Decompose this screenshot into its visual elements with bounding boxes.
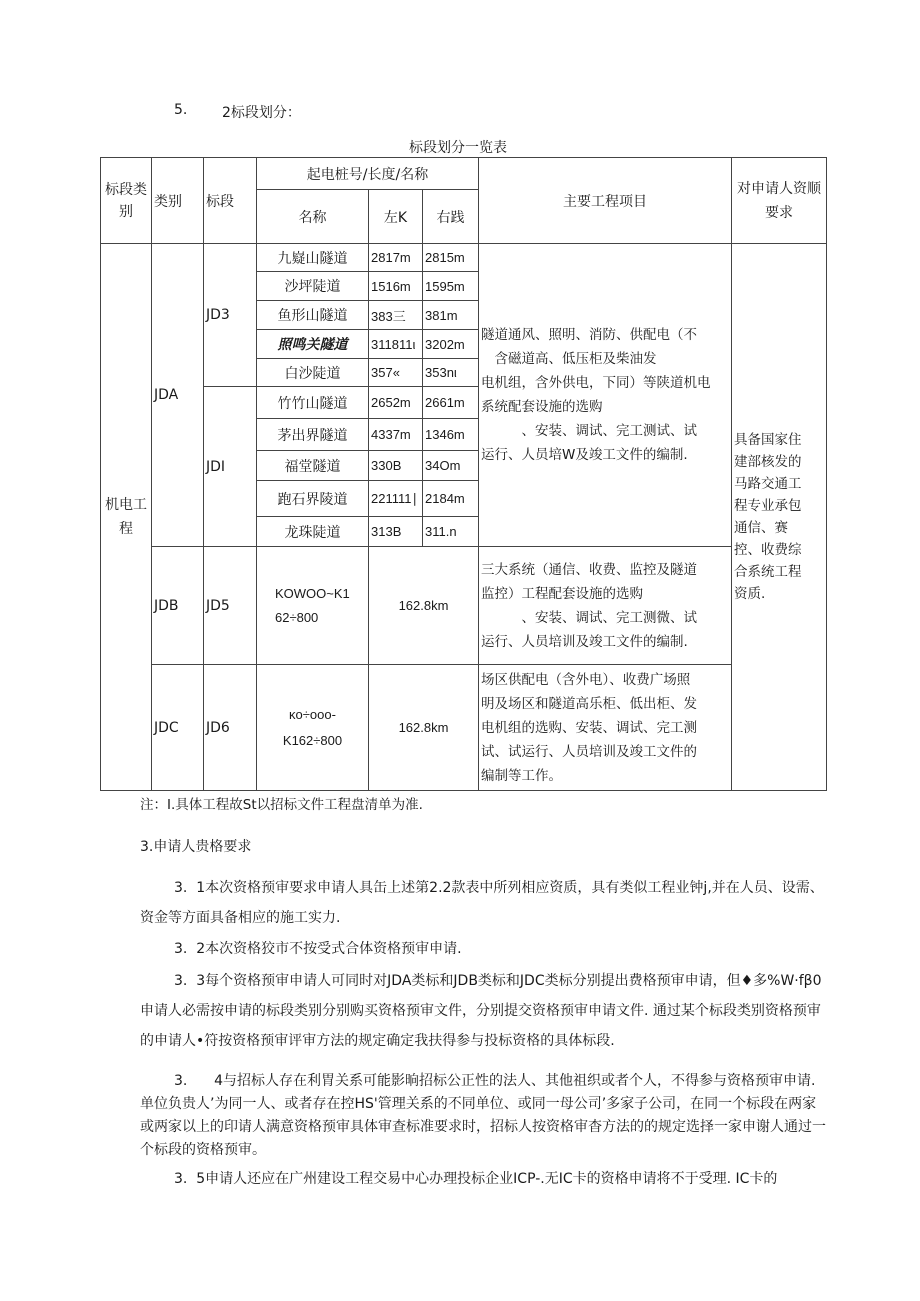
tunnel-left: 357« — [369, 359, 423, 387]
tunnel-name: 照鸣关隧道 — [257, 330, 369, 359]
tunnel-right: 2661m — [423, 387, 479, 419]
tunnel-left: 4337m — [369, 419, 423, 451]
tunnel-name: 白沙陡道 — [257, 359, 369, 387]
tunnel-right: 311.n — [423, 517, 479, 547]
tunnel-name: 沙坪陡道 — [257, 272, 369, 301]
paragraph-3-4: 3. 4与招标人存在利胃关系可能影晌招标公正性的法人、其他祖织或者个人，不得参与资格预审申请. 单位负贵人’为同一人、或者存在控HS'管理关系的不同单位、或同一母公司’多家子公司，在同一个标段在两家或两家以上的印请人满意资格预审具体审查标准要求时，招标人按资格审杳方法的的规定选择一家申谢人通过一个标段的资格预审。 — [140, 1073, 826, 1158]
tunnel-right: 353nι — [423, 359, 479, 387]
tunnel-right: 381m — [423, 301, 479, 330]
tunnel-left: 2652m — [369, 387, 423, 419]
header-right: 右践 — [423, 190, 479, 244]
jdi-section: JDI — [204, 387, 257, 547]
paragraph-3-3: 3. 3每个资格预审申请人可同时对JDA类标和JDB类标和JDC类标分别提出费格预审申请，但♦多%W·fβ0申请人必需按申请的标段类别分别购买资格预审文件，分别提交资格预审申请文件. 通过某个标段类别资格预审的申请人•符按资格预审评审方法的规定确定我扶得参与投标资格的具体标段. — [140, 973, 822, 1049]
jdb-station: KOWOO~K1 62÷800 — [257, 547, 369, 665]
tunnel-left: 1516m — [369, 272, 423, 301]
jdc-category: JDC — [152, 665, 204, 791]
tunnel-right: 3202m — [423, 330, 479, 359]
tunnel-name: 龙珠陡道 — [257, 517, 369, 547]
tunnel-left: 221111∣ — [369, 481, 423, 517]
bid-section-table — [100, 157, 827, 791]
section3-title: 3.申请人贵格要求 — [140, 839, 252, 855]
jdb-length: 162.8km — [369, 547, 479, 665]
paragraph-3-2: 3. 2本次资格狡市不按受式合体资格预审申请. — [174, 941, 462, 957]
tunnel-name: 鱼形山隧道 — [257, 301, 369, 330]
jdb-main-items: 三大系统（通信、收费、监控及隧道 监控）工程配套设施的选购 、安装、调试、完工测微、试 运行、人员培训及竣工文件的编制. — [479, 547, 732, 665]
tunnel-name: 茅出界隧道 — [257, 419, 369, 451]
jdc-length: 162.8km — [369, 665, 479, 791]
jd3-section: JD3 — [204, 244, 257, 387]
tunnel-right: 1346m — [423, 419, 479, 451]
header-section: 标段 — [204, 158, 257, 244]
jda-main-items: 隧道通风、照明、消防、供配电（不 含磁道高、低压柜及柴油发 电机组，含外供电，下同）等陕道机电 系统配套设施的选购 、安装、调试、完工测试、试 运行、人员培W及竣工文件的编制. — [479, 244, 732, 547]
tunnel-left: 2817m — [369, 244, 423, 272]
tunnel-name: 九嶷山隧道 — [257, 244, 369, 272]
header-requirement: 对申请人资顺要求 — [732, 158, 827, 244]
header-category: 类别 — [152, 158, 204, 244]
table-title: 标段划分一览表 — [409, 140, 507, 156]
tunnel-name: 福堂隧道 — [257, 451, 369, 481]
jda-category: JDA — [152, 244, 204, 547]
jdc-station: κo÷ooo- K162÷800 — [257, 665, 369, 791]
paragraph-3-5: 3. 5申请人还应在广州建设工程交易中心办理投标企业ICP-.无IC卡的资格申请将不于受理. IC卡的 — [174, 1171, 778, 1187]
jd6-section: JD6 — [204, 665, 257, 791]
header-main-items: 主要工程项目 — [479, 158, 732, 244]
jd5-section: JD5 — [204, 547, 257, 665]
tunnel-right: 1595m — [423, 272, 479, 301]
category-type-cell: 机电工程 — [101, 244, 152, 791]
header-left: 左K — [369, 190, 423, 244]
tunnel-left: 313B — [369, 517, 423, 547]
tunnel-right: 2815m — [423, 244, 479, 272]
header-name: 名称 — [257, 190, 369, 244]
table-note: 注：I.具体工程故St以招标文件工程盘清单为准. — [140, 797, 423, 813]
section-number: 5. — [174, 102, 188, 118]
tunnel-right: 2184m — [423, 481, 479, 517]
tunnel-name: 跑石界陵道 — [257, 481, 369, 517]
requirement-cell: 具备国家住 建部核发的 马路交通工 程专业承包 通信、赛 控、收费综 合系统工程 资质. — [732, 244, 827, 791]
jdb-category: JDB — [152, 547, 204, 665]
tunnel-left: 383三 — [369, 301, 423, 330]
tunnel-name: 竹竹山隧道 — [257, 387, 369, 419]
tunnel-left: 311811ι — [369, 330, 423, 359]
header-station-group: 起电桩号/长度/名称 — [257, 158, 479, 190]
paragraph-3-1: 3. 1本次资格预审要求申请人具缶上述第2.2款表中所列相应资质，具有类似工程业钟j,并在人员、设需、资金等方面具备相应的施工实力. — [140, 880, 824, 926]
jdc-main-items: 场区供配电（含外电）、收费广场照 明及场区和隧道高乐柜、低出柜、发 电机组的选购、安装、调试、完工测 试、试运行、人员培训及竣工文件的 编制等工作。 — [479, 665, 732, 791]
header-category-type: 标段类别 — [101, 158, 152, 244]
tunnel-left: 330B — [369, 451, 423, 481]
section-title: 2标段划分： — [222, 105, 301, 121]
tunnel-right: 34Om — [423, 451, 479, 481]
